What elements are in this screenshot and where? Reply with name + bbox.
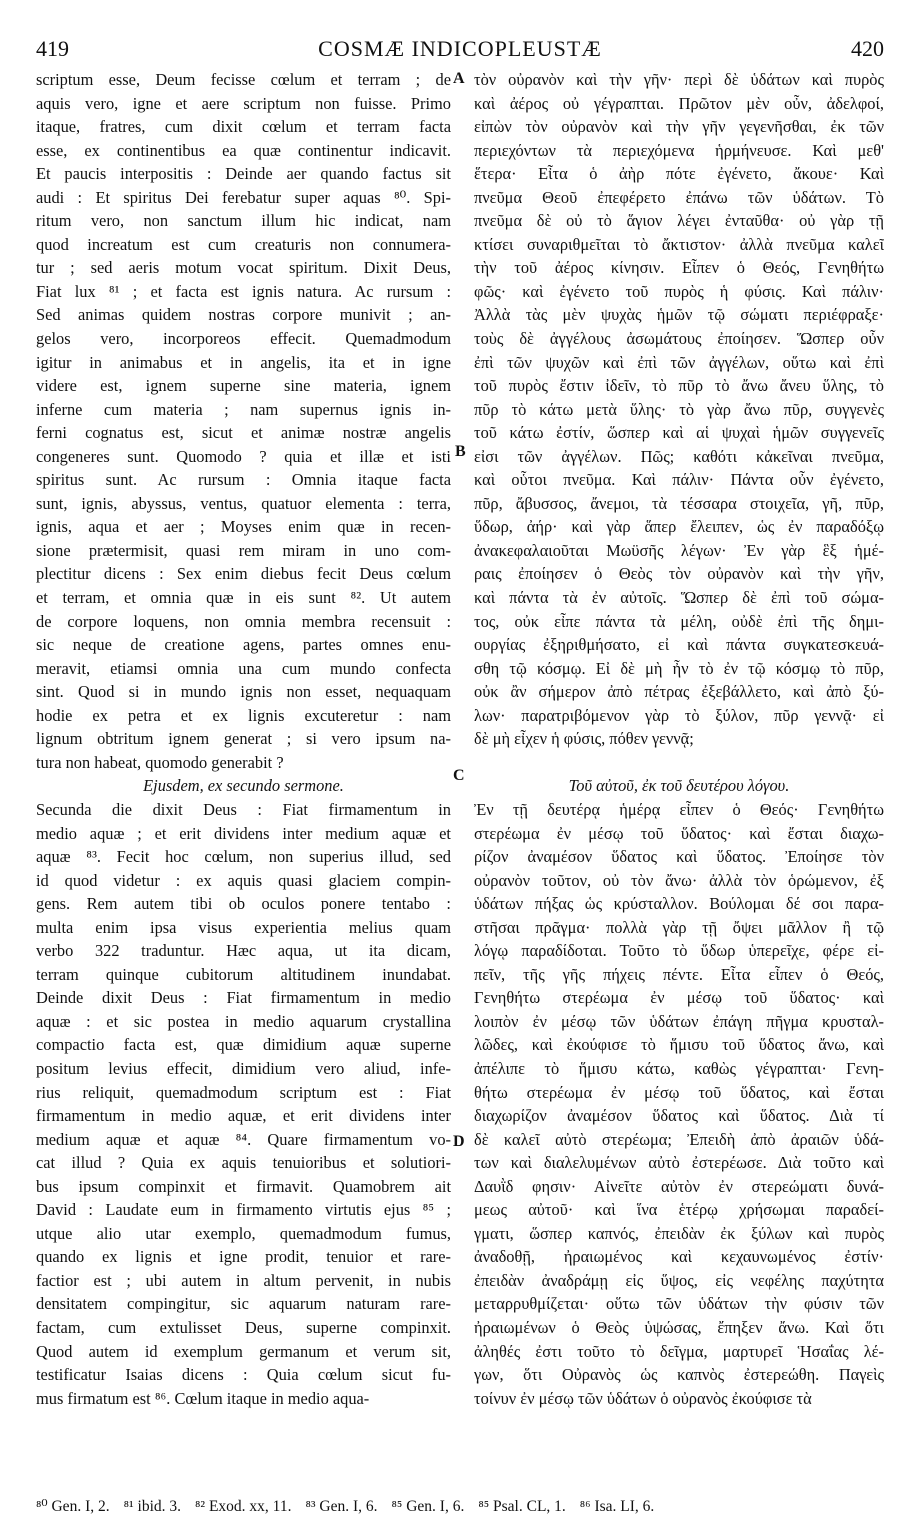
text-line: των καὶ διαλελυμένων αὐτὸ ἐστερέωσε. Διὰ τοῦτο καὶ	[474, 1153, 884, 1173]
footnote: ⁸⁵ Psal. CL, 1.	[478, 1498, 566, 1515]
text-line: Γενηθήτω στερέωμα ἐν μέσῳ τοῦ ὕδατος· καὶ	[474, 988, 884, 1008]
footnote: ⁸³ Gen. I, 6.	[305, 1498, 378, 1515]
section-heading: Τοῦ αὐτοῦ, ἐκ τοῦ δευτέρου λόγου.	[568, 776, 790, 796]
text-line: densitatem compingitur, sic aquarum naturam rare-	[36, 1294, 451, 1314]
text-line: Quod autem id exemplum germanum et verum sit,	[36, 1341, 451, 1361]
text-line: καὶ πάντα τὰ ἐν αὐτοῖς. Ὥσπερ δὲ ἐπὶ τοῦ σώμα-	[474, 588, 884, 608]
text-line: mus firmatum est ⁸⁶. Cœlum itaque in medio aqua-	[36, 1388, 370, 1408]
text-line: aquæ : et sic postea in medio aquarum crystallina	[36, 1011, 451, 1031]
text-line: verbo 322 traduntur. Hæc aqua, ut ita dicam,	[36, 941, 451, 961]
text-line: Sed animas quidem nostras corpore munivit ; an-	[36, 305, 451, 325]
running-header	[36, 36, 884, 66]
text-line: ἀληθές ἐστι τοῦτο τὸ δεῖγμα, μαρτυρεῖ Ἡσαΐας λέ-	[474, 1341, 884, 1361]
text-line: David : Laudate eum in firmamento virtutis ejus ⁸⁵ ;	[36, 1200, 451, 1220]
text-line: congeneres sunt. Quomodo ? quia et illæ et isti	[36, 446, 451, 466]
text-line: cat illud ? Quia ex aquis tenuioribus et solutiori-	[36, 1153, 451, 1173]
text-line: δὲ μὴ εἶχεν ἡ φύσις, πόθεν γεννᾷ;	[474, 729, 694, 749]
text-line: bus ipsum compinxit et firmavit. Quamobrem ait	[36, 1176, 451, 1196]
text-line: itaque, fratres, cum dixit cœlum et terram facta	[36, 117, 451, 137]
text-line: Deinde dixit Deus : Fiat firmamentum in medio	[36, 988, 451, 1008]
text-line: audi : Et spiritus Dei ferebatur super aquas ⁸⁰. Spi-	[36, 187, 451, 207]
text-line: οὐρανὸν τοῦτον, οὐ τὸν ἄνω· ἀλλὰ τὸν ὁρώμενον, ἐξ	[474, 870, 884, 890]
text-line: ἐπειδὰν ἀναδράμῃ εἰς ὕψος, εἰς νεφέλης παχύτητα	[474, 1270, 884, 1290]
margin-letter-a: A	[453, 70, 465, 87]
text-line: tur ; sed aeris motum vocat spiritum. Dixit Deus,	[36, 258, 451, 278]
text-line: tura non habeat, quomodo generabit ?	[36, 752, 284, 772]
text-line: scriptum esse, Deum fecisse cœlum et terram ; de	[36, 70, 451, 89]
text-line: ραις ἐποίησεν ὁ Θεὸς τὸν οὐρανὸν καὶ τὴν γῆν,	[474, 564, 884, 584]
text-line: τοὺς δὲ ἀγγέλους ἀσωμάτους ἐποίησεν. Ὥσπερ οὖν	[474, 329, 884, 349]
text-line: Ἀλλὰ τὰς μὲν ψυχὰς ἡμῶν τῷ σώματι περιέφραξε·	[474, 305, 884, 325]
text-line: θήτω στερέωμα ἐν μέσῳ τοῦ ὕδατος, καὶ ἔσται	[474, 1082, 884, 1102]
margin-letter-d: D	[453, 1133, 465, 1150]
text-line: τοῦ κάτω ἐστίν, ὥσπερ καὶ αἱ ψυχαὶ ἡμῶν συγγενεῖς	[474, 423, 884, 443]
margin-letter-b: B	[455, 443, 466, 460]
text-line: sione prætermisit, quasi rem miram in uno com-	[36, 540, 451, 560]
text-line: factam, cum extulisset Deus, superne compinxit.	[36, 1317, 451, 1337]
text-line: τὴν τοῦ ἀέρος κίνησιν. Εἶπεν ὁ Θεός, Γενηθήτω	[474, 258, 884, 278]
text-line: positum levius effecit, dimidium vero aliud, infe-	[36, 1058, 451, 1078]
text-line: μεως αὐτοῦ· καὶ ἵνα ἑτέρῳ χρήσωμαι παραδεί-	[474, 1200, 884, 1220]
text-line: ἀνακεφαλαιοῦται Μωϋσῆς λέγων· Ἐν γὰρ ἓξ ἡμέ-	[474, 540, 884, 560]
text-line: spiritus sunt. Ac rursum : Omnia itaque facta	[36, 470, 451, 490]
text-line: terram quinque cubitorum altitudinem inundabat.	[36, 964, 451, 984]
text-line: firmamentum in medio aquæ, et erit dividens inter	[36, 1106, 451, 1126]
text-line: multa enim ipsa visus experientia melius quam	[36, 917, 451, 937]
text-line: quando ex lignis et igne prodit, tenuior et rare-	[36, 1247, 451, 1267]
text-line: ferni cognatus est, sicut et animæ nostræ angelis	[36, 423, 451, 443]
text-line: gens. Rem autem tibi ob oculos ponere tentabo :	[36, 894, 451, 914]
text-line: φῶς· καὶ ἐγένετο τοῦ πυρὸς ἡ φύσις. Καὶ πάλιν·	[474, 281, 884, 301]
text-line: sint. Quod si in mundo ignis non esset, nequaquam	[36, 682, 451, 702]
text-line: διαχωρίζον ἀναμέσον ὕδατος καὶ ὕδατος. Διὰ τί	[474, 1106, 884, 1126]
text-line: Ἐν τῇ δευτέρᾳ ἡμέρᾳ εἶπεν ὁ Θεός· Γενηθήτω	[474, 799, 884, 819]
text-line: οὐκ ἂν σήμερον ἀπὸ πέτρας ἐξεβάλλετο, καὶ ἀπὸ ξύ-	[474, 682, 884, 702]
text-line: aquæ ⁸³. Fecit hoc cœlum, non superius illud, sed	[36, 847, 451, 867]
footnotes	[36, 1497, 880, 1516]
text-line: medium aquæ et aquæ ⁸⁴. Quare firmamentum vo-	[36, 1129, 451, 1149]
blank-line	[474, 751, 884, 775]
text-line: πῦρ, ἄβυσσος, ἄνεμοι, τὰ τέσσαρα στοιχεῖα, γῆ, πῦρ,	[474, 493, 884, 513]
text-line: καὶ οὗτοι πνεῦμα. Καὶ πάλιν· Πάντα οὖν ἐγένετο,	[474, 470, 884, 490]
text-line: ὑδάτων πήξας ὡς κρύσταλλον. Βούλομαι δέ σοι παρα-	[474, 894, 884, 914]
text-line: Secunda die dixit Deus : Fiat firmamentum in	[36, 799, 451, 819]
text-line: λων· παρατριβόμενον γὰρ τὸ ξύλον, πῦρ γεννᾷ· εἰ	[474, 705, 884, 725]
text-line: ρίζον ἀναμέσον ὕδατος καὶ ὕδατος. Ἐποίησε τὸν	[474, 847, 884, 867]
margin-letter-c: C	[453, 767, 465, 784]
text-line: videre est, ignem superne sine materia, ignem	[36, 376, 451, 396]
text-line: δὲ καλεῖ αὐτὸ στερέωμα; Ἐπειδὴ ἀπὸ ἀραιῶν ὑδά-	[474, 1129, 884, 1149]
text-line: utque alio utar exemplo, quemadmodum fumus,	[36, 1223, 451, 1243]
text-line: inferne cum materia ; nam supernus ignis in-	[36, 399, 451, 419]
text-line: esse, ex continentibus ea quæ continentur indicavit.	[36, 140, 451, 160]
text-line: γων, ὅτι Οὐρανὸς ὡς καπνὸς ἐστερεώθη. Παγεὶς	[474, 1365, 884, 1385]
text-line: λόγῳ παραδίδοται. Τοῦτο τὸ ὕδωρ ὑπερεῖχε, φέρε εἰ-	[474, 941, 884, 961]
text-line: ὕδωρ, ἀήρ· καὶ γὰρ ἅπερ ἔλειπεν, ὡς ἐν παραδόξῳ	[474, 517, 884, 537]
text-line: Fiat lux ⁸¹ ; et facta est ignis natura. Ac rursum :	[36, 281, 451, 301]
text-line: Δαυῒδ φησιν· Αἰνεῖτε αὐτὸν ἐν στερεώματι δυνά-	[474, 1176, 884, 1196]
text-line: γματι, ὥσπερ καπνός, ἐπειδὰν ἐκ ξύλων καὶ πυρὸς	[474, 1223, 884, 1243]
footnote: ⁸⁶ Isa. LI, 6.	[579, 1498, 655, 1515]
text-line: τοῦ πυρὸς ἔστιν ἰδεῖν, τὸ πῦρ τὸ ἄνω ἄνευ ὕλης, τὸ	[474, 376, 884, 396]
text-line: id quod videtur : ex aquis quasi glaciem compin-	[36, 870, 451, 890]
footnote: ⁸⁵ Gen. I, 6.	[391, 1498, 465, 1515]
text-line: ἕτερα· Εἶτα ὁ ἀὴρ πότε ἐγένετο, ἄκουε· Καὶ	[474, 164, 884, 184]
text-line: igitur in animabus et in angelis, ita et in igne	[36, 352, 451, 372]
text-line: lignum obtritum ignem generat ; si vero ipsum na-	[36, 729, 451, 749]
text-line: πνεῦμα δὲ οὐ τὸ ἅγιον λέγει ἐνταῦθα· οὐ γὰρ τῇ	[474, 211, 884, 231]
text-line: στερέωμα ἐν μέσῳ τοῦ ὕδατος· καὶ ἔσται διαχω-	[474, 823, 884, 843]
text-line: ἐπὶ τῶν ψυχῶν καὶ ἐπὶ τῶν ἀγγέλων, οὕτω καὶ ἐπὶ	[474, 352, 884, 372]
text-line: aquis vero, igne et aere scriptum non fuisse. Primo	[36, 93, 451, 113]
text-line: ἠραιωμένων ὁ Θεὸς ὑψώσας, ἔπηξεν ἄνω. Καὶ ὅτι	[474, 1317, 884, 1337]
text-line: Et paucis interpositis : Deinde aer quando factus sit	[36, 164, 451, 184]
text-line: de corpore loquens, non omnia membra recensuit :	[36, 611, 451, 631]
text-line: τοίνυν ἐν μέσῳ τῶν ὑδάτων ὁ οὐρανὸς ἐκούφισε τὰ	[474, 1388, 812, 1408]
footnote: ⁸¹ ibid. 3.	[123, 1498, 182, 1515]
text-line: στῆσαι πρᾶγμα· πολλὰ γὰρ τῇ ὄψει μᾶλλον ἢ τῷ	[474, 917, 884, 937]
text-line: καὶ ἀέρος οὐ γέγραπται. Πρῶτον μὲν οὖν, ἀδελφοί,	[474, 93, 884, 113]
footnote: ⁸⁰ Gen. I, 2.	[36, 1498, 110, 1515]
text-line: testificatur Isaias dicens : Quia cœlum sicut fu-	[36, 1365, 451, 1385]
text-line: sunt, ignis, abyssus, ventus, quatuor elementa : terra,	[36, 493, 451, 513]
text-line: τὸν οὐρανὸν καὶ τὴν γῆν· περὶ δὲ ὑδάτων καὶ πυρὸς	[474, 70, 884, 89]
text-line: rius reliquit, quemadmodum scriptum est : Fiat	[36, 1082, 451, 1102]
page-number-right: 420	[851, 36, 884, 61]
text-line: quod increatum est cum creaturis non connumera-	[36, 234, 451, 254]
running-title: COSMÆ INDICOPLEUSTÆ	[318, 36, 602, 61]
text-line: hodie ex petra et ex lignis excuteretur : nam	[36, 705, 451, 725]
text-line: ουργίας ἐξηριθμήσατο, εἰ καὶ πάντα συγκατεσκευά-	[474, 635, 884, 655]
text-line: τος, οὐκ εἶπε πάντα τὰ μέλη, οὐδὲ ἐπὶ τῆς δημι-	[474, 611, 884, 631]
section-heading: Ejusdem, ex secundo sermone.	[143, 776, 344, 796]
text-line: gelos vero, incorporeos effecit. Quemadmodum	[36, 329, 451, 349]
text-line: compactio facta est, quæ dimidium aquæ superne	[36, 1035, 451, 1055]
footnote: ⁸² Exod. xx, 11.	[195, 1498, 292, 1515]
latin-column	[36, 68, 451, 1410]
greek-column	[474, 68, 884, 1410]
text-line: ἀναδοθῇ, ἠραιωμένος καὶ κεχαυνωμένος ἐστίν·	[474, 1247, 884, 1267]
text-line: πεῖν, τῆς γῆς πήχεις πέντε. Εἶτα εἶπεν ὁ Θεός,	[474, 964, 884, 984]
text-line: περιεχόντων τὰ περιεχόμενα ἡρμήνευσε. Καὶ μεθ'	[474, 140, 884, 160]
text-line: sic neque de creatione agens, partes omnes enu-	[36, 635, 451, 655]
text-line: λοιπὸν ἐν μέσῳ τῶν ὑδάτων ἐπάγη πῆγμα κρυσταλ-	[474, 1011, 884, 1031]
page-number-left: 419	[36, 36, 69, 61]
text-line: εἰπὼν τὸν οὐρανὸν καὶ τὴν γῆν γεγενῆσθαι, ἐκ τῶν	[474, 117, 884, 137]
text-line: ritum vero, non sanctum illum hic indicat, nam	[36, 211, 451, 231]
text-line: λῶδες, καὶ ἐκούφισε τὸ ἥμισυ τοῦ ὕδατος ἄνω, καὶ	[474, 1035, 884, 1055]
text-line: ἀπέλιπε τὸ ἥμισυ κάτω, καθὼς γέγραπται· Γενη-	[474, 1058, 884, 1078]
text-line: ignis, aqua et aer ; Moyses enim quæ in recen-	[36, 517, 451, 537]
text-line: πνεῦμα Θεοῦ ἐπεφέρετο ἐπάνω τῶν ὑδάτων. Τὸ	[474, 187, 884, 207]
text-line: πῦρ τὸ κάτω μετὰ ὕλης· τὸ γὰρ ἄνω πῦρ, συγγενὲς	[474, 399, 884, 419]
text-line: κτίσει συναριθμεῖται τὸ ἄκτιστον· ἀλλὰ πνεῦμα καλεῖ	[474, 234, 884, 254]
text-line: factior est ; ubi autem in altum pervenit, in nubis	[36, 1270, 451, 1290]
text-line: plectitur dicens : Sex enim diebus fecit Deus cœlum	[36, 564, 451, 584]
text-line: μεταρρυθμίζεται· οὕτω τῶν ὑδάτων τὴν φύσιν τῶν	[474, 1294, 884, 1314]
text-line: σθη τῷ κόσμῳ. Εἰ δὲ μὴ ἦν τὸ ἐν τῷ κόσμῳ τὸ πῦρ,	[474, 658, 884, 678]
text-line: meravit, etiamsi omnia una cum mundo confecta	[36, 658, 451, 678]
text-line: et terram, et omnia quæ in eis sunt ⁸². Ut autem	[36, 588, 451, 608]
text-line: medio aquæ ; et erit dividens inter medium aquæ et	[36, 823, 451, 843]
text-line: εἰσι τῶν ἀγγέλων. Πῶς; καθότι κἀκεῖναι πνεῦμα,	[474, 446, 884, 466]
